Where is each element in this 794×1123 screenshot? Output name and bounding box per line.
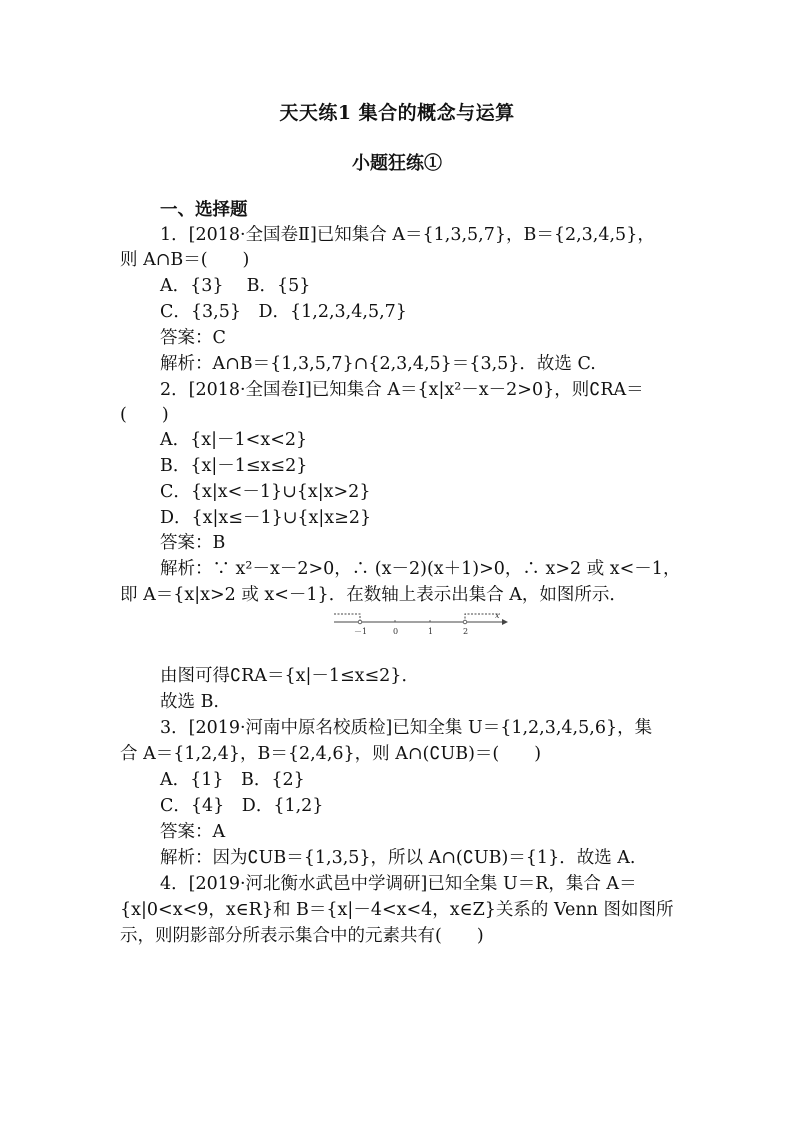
text-line: 答案：B [160,533,226,553]
text-line: B．{x|－1≤x≤2} [160,456,308,476]
text-line: 合 A＝{1,2,4}，B＝{2,4,6}，则 A∩(∁UB)＝( ) [120,744,542,764]
left-ray [334,614,360,622]
text-line: 3．[2019·河南中原名校质检]已知全集 U＝{1,2,3,4,5,6}，集 [160,718,653,738]
text-line: 解析：A∩B＝{1,3,5,7}∩{2,3,4,5}＝{3,5}．故选 C. [160,354,596,374]
text-line: A．{3} B．{5} [160,276,311,296]
page-subtitle: 小题狂练① [352,153,442,174]
text-line: 解析：∵ x²－x－2>0，∴ (x－2)(x＋1)>0，∴ x>2 或 x<－1， [160,559,681,579]
text-line: C．{x|x<－1}∪{x|x>2} [160,482,371,502]
open-point [358,620,362,624]
text-line: A．{1} B．{2} [160,770,305,790]
text-line: 则 A∩B＝( ) [120,250,250,270]
text-line: A．{x|－1<x<2} [160,430,308,450]
text-line: C．{3,5} D．{1,2,3,4,5,7} [160,302,407,322]
text-line: 由图可得∁RA＝{x|－1≤x≤2}． [160,666,419,686]
tick-label: 2 [463,627,469,636]
open-point [463,620,467,624]
text-line: 4．[2019·河北衡水武邑中学调研]已知全集 U＝R，集合 A＝ [160,874,637,894]
text-line: ( ) [120,405,169,425]
page-title: 天天练1 集合的概念与运算 [279,102,515,124]
text-line: 答案：C [160,328,226,348]
section-heading: 一、选择题 [160,200,248,220]
text-line: 即 A＝{x|x>2 或 x<－1}．在数轴上表示出集合 A，如图所示． [120,585,627,605]
tick-label: 1 [428,627,434,636]
text-line: {x|0<x<9，x∈R}和 B＝{x|－4<x<4，x∈Z}关系的 Venn 图如图所 [120,900,674,920]
text-line: 示，则阴影部分所表示集合中的元素共有( ) [120,926,484,946]
text-line: D．{x|x≤－1}∪{x|x≥2} [160,508,372,528]
text-line: 1．[2018·全国卷Ⅱ]已知集合 A＝{1,3,5,7}，B＝{2,3,4,5}， [160,225,655,245]
axis-label: x [495,611,500,620]
axis-arrow-icon [502,619,508,625]
text-line: C．{4} D．{1,2} [160,796,324,816]
text-line: 解析：因为∁UB＝{1,3,5}，所以 A∩(∁UB)＝{1}．故选 A. [160,848,636,868]
number-line-figure [332,608,508,638]
text-line: 答案：A [160,822,226,842]
tick-label: －1 [354,627,368,636]
text-line: 2．[2018·全国卷Ⅰ]已知集合 A＝{x|x²－x－2>0}，则∁RA＝ [160,380,644,400]
tick-label: 0 [393,627,399,636]
text-line: 故选 B. [160,692,219,712]
